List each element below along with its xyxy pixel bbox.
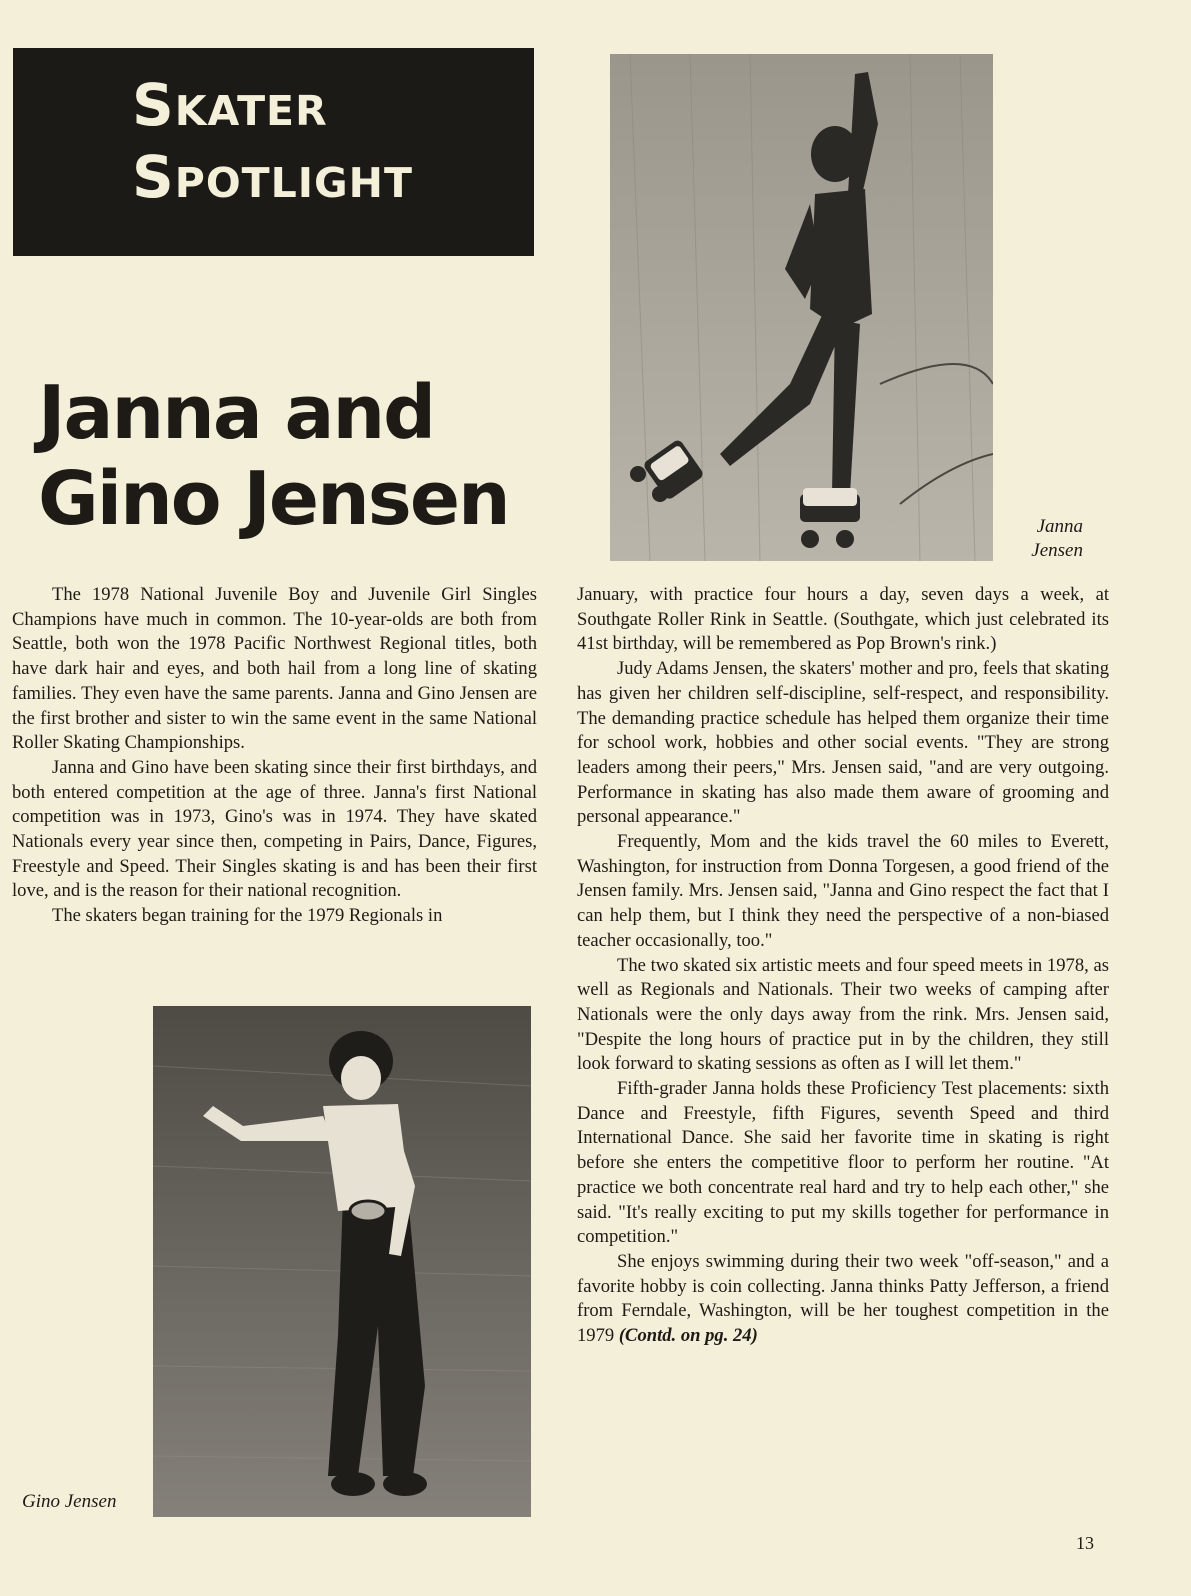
skater-spotlight-banner [13, 48, 534, 256]
banner-title-line-2: Spotlight [132, 143, 413, 211]
article-paragraph-text: She enjoys swimming during their two week "off-season," and a favorite hobby is coin collecting. Janna thinks Patty Jefferson, a friend from Ferndale, Washington, will be her toughest competition in the 1979 [577, 1250, 1109, 1347]
article-column-left [12, 583, 537, 929]
article-paragraph: January, with practice four hours a day, seven days a week, at Southgate Roller Rink in Seattle. (Southgate, which just celebrated its 41st birthday, will be remembered as Pop Brown's rink.) [577, 584, 1109, 655]
article-paragraph: The two skated six artistic meets and four speed meets in 1978, as well as Regionals and Nationals. Their two weeks of camping after Nationals were the only days away from the rink. Mrs. Jensen said, "Despite the long hours of practice put in by the children, they still look forward to skating sessions as often as I will let them." [577, 954, 1109, 1075]
article-paragraph: The skaters began training for the 1979 Regionals in [52, 905, 443, 927]
article-paragraph-last [577, 1250, 1109, 1349]
page-number: 13 [1076, 1533, 1094, 1553]
article-paragraph: Fifth-grader Janna holds these Proficiency Test placements: sixth Dance and Freestyle, fifth Figures, seventh Speed and third International Dance. She said her favorite time in skating is right before she enters the competitive floor to perform her routine. "At practice we both concentrate real hard and try to help each other," she said. "It's really exciting to put my skills together for performance in competition." [577, 1078, 1109, 1248]
gino-jensen-photo [153, 1006, 531, 1517]
janna-jensen-photo [610, 54, 993, 561]
article-paragraph: Janna and Gino have been skating since their first birthdays, and both entered competition at the age of three. Janna's first National competition was in 1973, Gino's was in 1974. They have skated Nationals every year since then, competing in Pairs, Dance, Figures, Freestyle and Speed. Their Singles skating is and has been their first love, and is the reason for their national recognition. [12, 756, 537, 902]
article-headline: Janna and Gino Jensen [38, 370, 509, 542]
janna-photo-caption: Janna Jensen [1031, 516, 1083, 561]
janna-skater-illustration [610, 54, 993, 561]
article-paragraph: The 1978 National Juvenile Boy and Juvenile Girl Singles Champions have much in common. The 10-year-olds are both from Seattle, both won the 1978 Pacific Northwest Regional titles, both have dark hair and eyes, and both hail from a long line of skating families. They even have the same parents. Janna and Gino Jensen are the first brother and sister to win the same event in the same National Roller Skating Championships. [12, 584, 537, 754]
gino-photo-caption: Gino Jensen [22, 1491, 117, 1512]
gino-skater-illustration [153, 1006, 531, 1517]
continued-note: (Contd. on pg. 24) [618, 1325, 758, 1347]
banner-title-line-1: Skater [132, 71, 328, 139]
article-column-right [577, 583, 1109, 1349]
article-paragraph: Judy Adams Jensen, the skaters' mother and pro, feels that skating has given her children self-discipline, self-respect, and responsibility. The demanding practice schedule has helped them organize their time for school work, hobbies and other social events. "They are strong leaders among their peers," Mrs. Jensen said, "and are very outgoing. Performance in skating has also made them aware of grooming and personal appearance." [577, 658, 1109, 828]
article-paragraph: Frequently, Mom and the kids travel the 60 miles to Everett, Washington, for instruction from Donna Torgesen, a good friend of the Jensen family. Mrs. Jensen said, "Janna and Gino respect the fact that I can help them, but I think they need the perspective of a non-biased teacher occasionally, too." [577, 831, 1109, 951]
